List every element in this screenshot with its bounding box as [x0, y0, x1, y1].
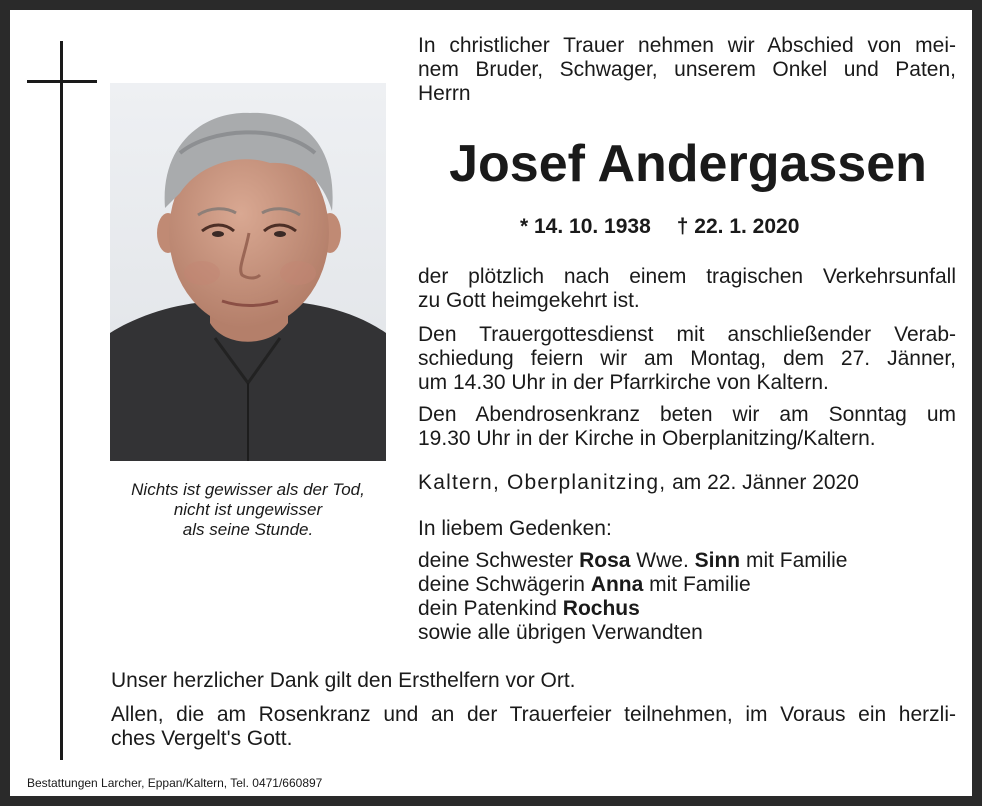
intro-line: Herrn	[418, 82, 471, 105]
cross-vertical-bar	[60, 41, 63, 760]
family-line	[418, 573, 751, 597]
place-date: am 22. Jänner 2020	[672, 471, 859, 494]
place-date-line	[418, 471, 859, 495]
deceased-name: Josef Andergassen	[449, 135, 927, 193]
memory-heading: In liebem Gedenken:	[418, 517, 612, 540]
death-date: † 22. 1. 2020	[676, 215, 800, 238]
closing-line: Allen, die am Rosenkranz und an der Trauerfeier teilnehmen, im Voraus ein herzli-	[111, 703, 956, 726]
family-name: Rosa	[579, 549, 631, 572]
memorial-quote	[100, 480, 396, 540]
family-line	[418, 549, 847, 573]
family-text: dein Patenkind	[418, 597, 563, 620]
thanks-line: Unser herzlicher Dank gilt den Ersthelfern vor Ort.	[111, 669, 576, 692]
quote-line: nicht ist ungewisser	[173, 500, 323, 519]
family-name: Rochus	[562, 597, 640, 620]
service-line: um 14.30 Uhr in der Pfarrkirche von Kaltern.	[418, 371, 829, 394]
portrait-illustration	[110, 83, 386, 461]
cross-horizontal-bar	[27, 80, 97, 83]
intro-line: In christlicher Trauer nehmen wir Abschied von mei-	[418, 34, 956, 57]
service-line: Den Trauergottesdienst mit anschließender Verab-	[418, 323, 956, 346]
cause-line: zu Gott heimgekehrt ist.	[418, 289, 640, 312]
funeral-home-footer: Bestattungen Larcher, Eppan/Kaltern, Tel. 0471/660897	[27, 776, 323, 790]
family-line: sowie alle übrigen Verwandten	[418, 621, 703, 644]
obituary-notice	[10, 10, 972, 796]
family-text: deine Schwester	[418, 549, 580, 572]
rosary-line: Den Abendrosenkranz beten wir am Sonntag um	[418, 403, 956, 426]
intro-line: nem Bruder, Schwager, unserem Onkel und Paten,	[418, 58, 956, 81]
service-line: schiedung feiern wir am Montag, dem 27. Jänner,	[418, 347, 956, 370]
birth-date: * 14. 10. 1938	[520, 215, 651, 238]
family-text: Wwe.	[630, 549, 695, 572]
place: Kaltern, Oberplanitzing,	[418, 471, 667, 494]
family-text: mit Familie	[643, 573, 751, 596]
closing-line: ches Vergelt's Gott.	[111, 727, 293, 750]
portrait-photo	[110, 83, 386, 461]
family-line	[418, 597, 640, 621]
life-dates	[520, 215, 799, 239]
family-text: deine Schwägerin	[418, 573, 591, 596]
quote-line: Nichts ist gewisser als der Tod,	[131, 480, 365, 499]
family-text: mit Familie	[740, 549, 848, 572]
family-name: Sinn	[694, 549, 741, 572]
quote-line: als seine Stunde.	[182, 520, 314, 539]
cause-line: der plötzlich nach einem tragischen Verkehrsunfall	[418, 265, 956, 288]
family-name: Anna	[590, 573, 644, 596]
rosary-line: 19.30 Uhr in der Kirche in Oberplanitzing/Kaltern.	[418, 427, 876, 450]
